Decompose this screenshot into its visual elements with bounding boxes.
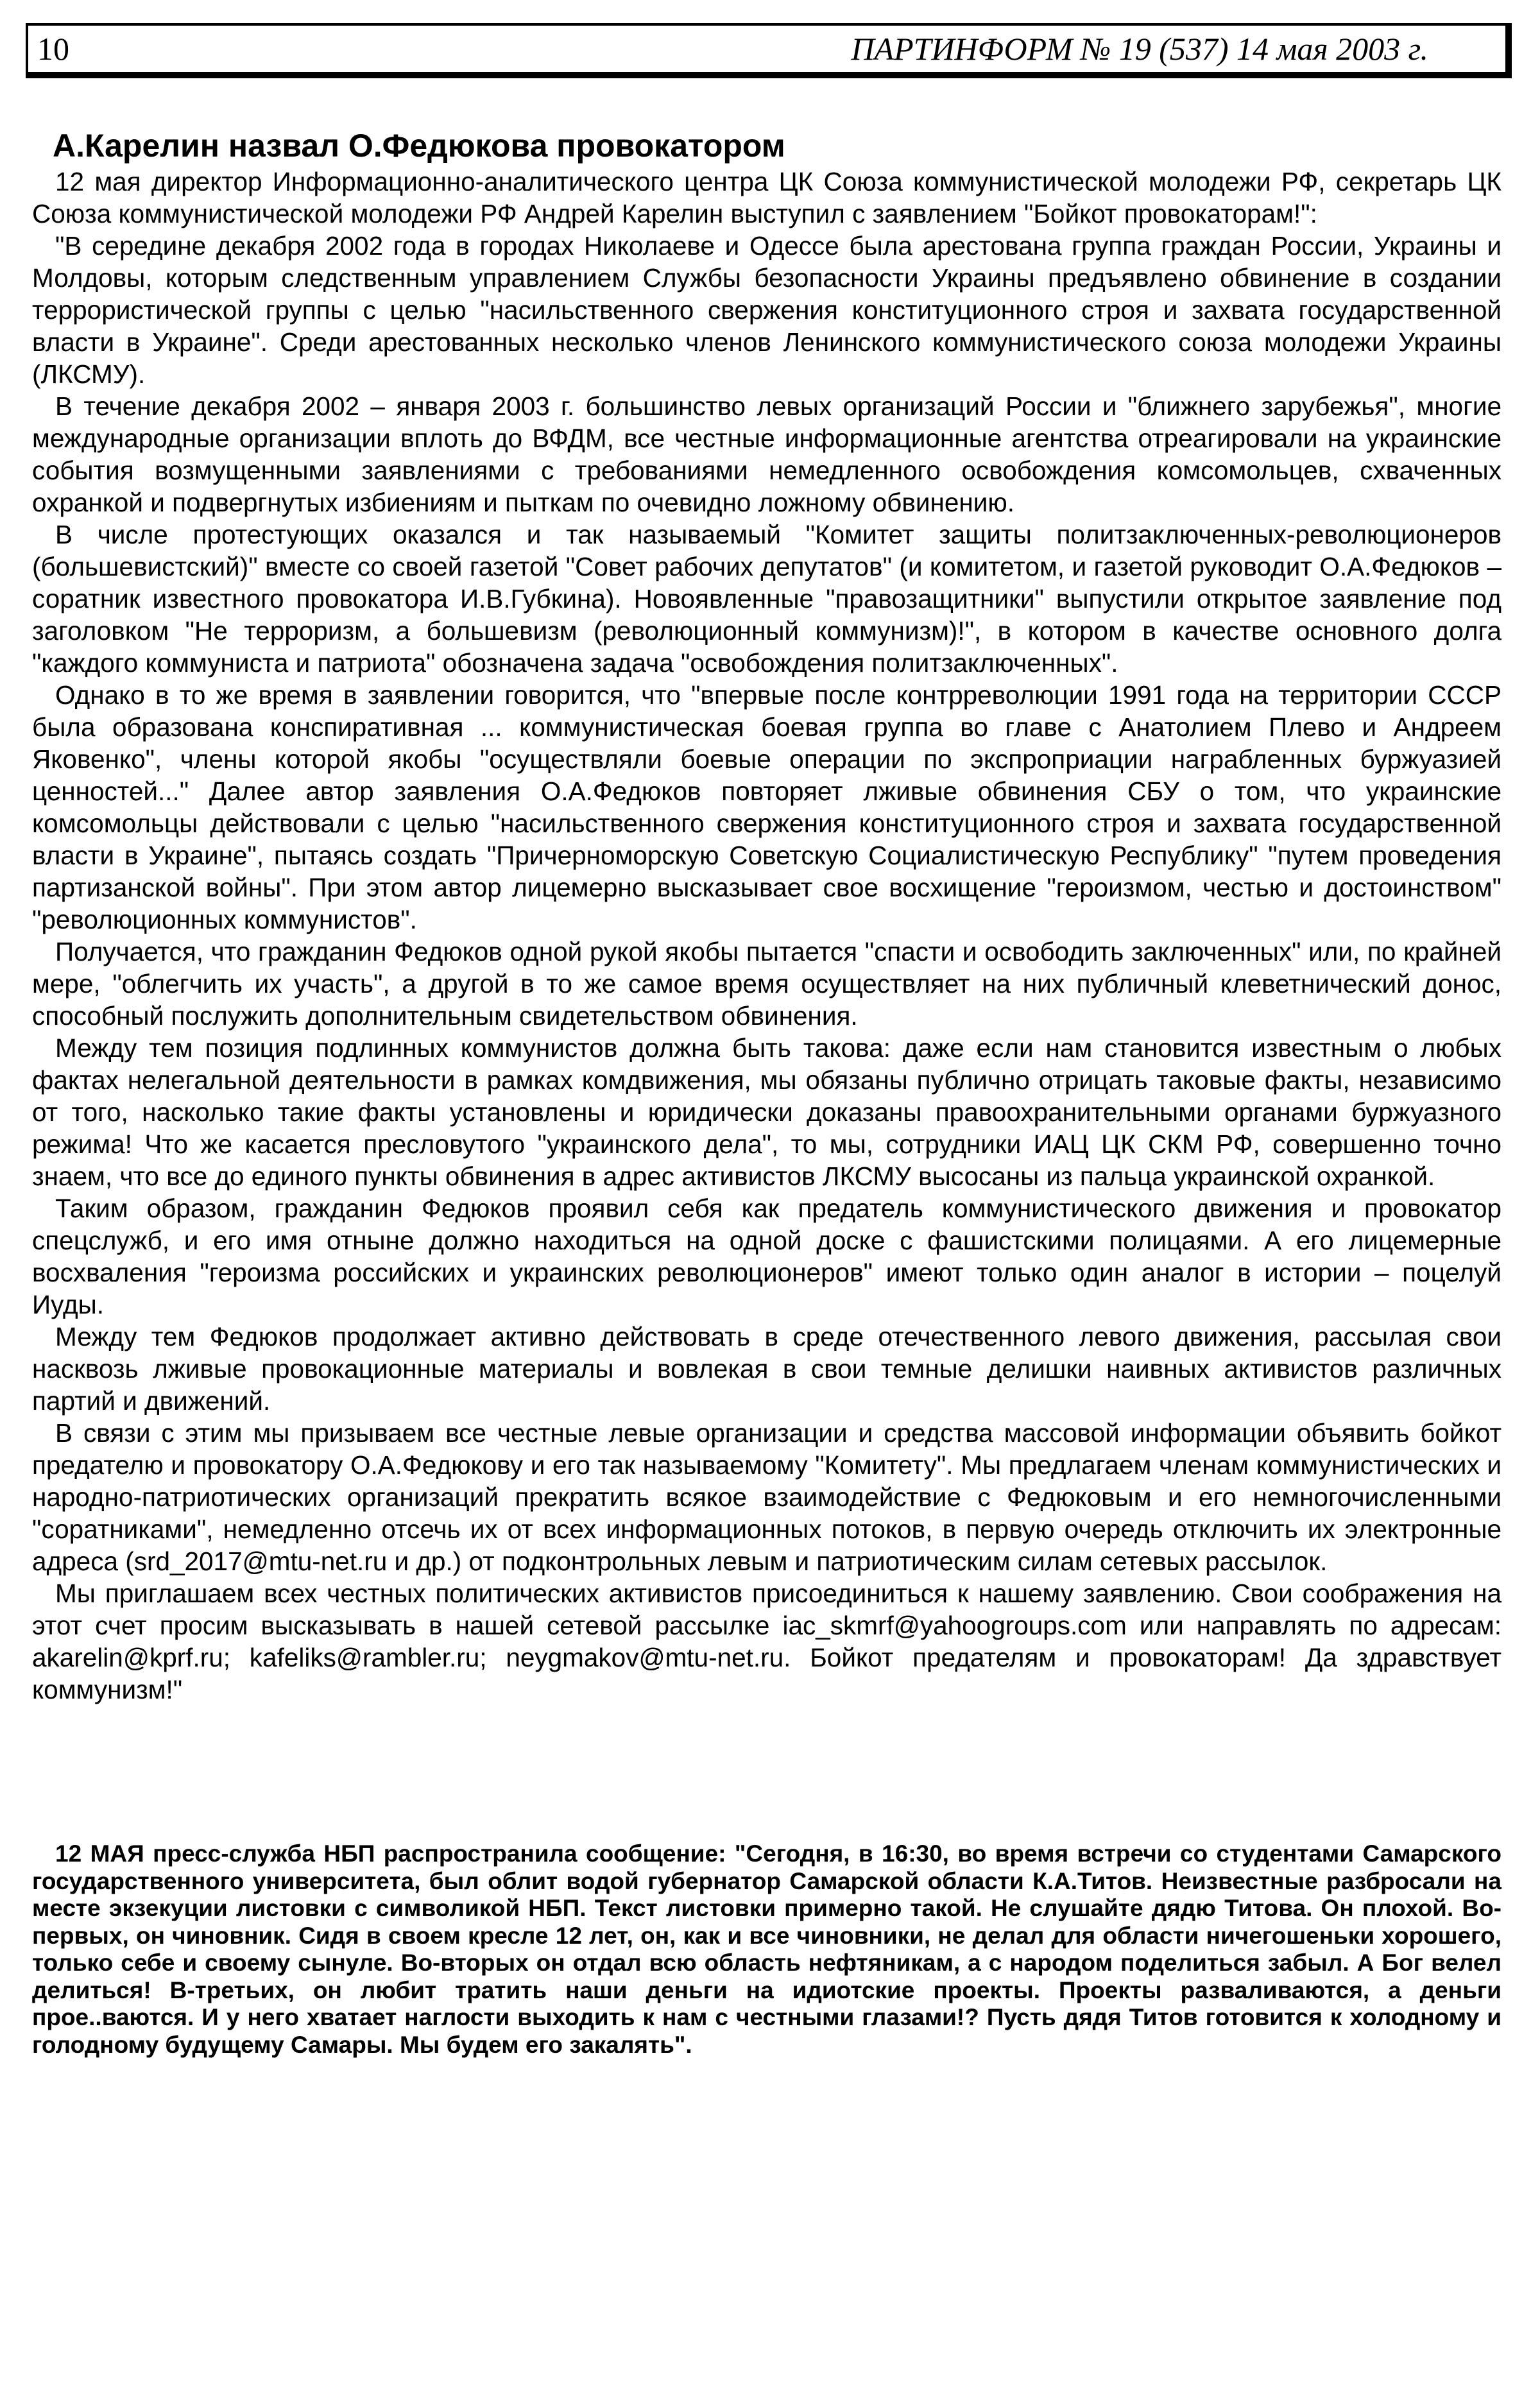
page-number: 10 bbox=[37, 31, 69, 67]
article-paragraph: Между тем Федюков продолжает активно действовать в среде отечественного левого движения, рассылая свои насквозь лживые провокационные материалы и вовлекая в свои темные делишки наивных активистов различных партий и движений. bbox=[32, 1322, 1502, 1416]
article-title: А.Карелин назвал О.Федюкова провокатором bbox=[53, 128, 785, 164]
article-paragraph: Таким образом, гражданин Федюков проявил себя как предатель коммунистического движения и провокатор спецслужб, и его имя отныне должно находиться на одной доске с фашистскими полицаями. А его лицемерные восхваления "героизма российских и украинских революционеров" имеют только один аналог в истории – поцелуй Иуды. bbox=[32, 1194, 1502, 1319]
news-item-text: 12 МАЯ пресс-служба НБП распространила сообщение: "Сегодня, в 16:30, во время встречи со студентами Самарского государственного университета, был облит водой губернатор Самарской области К.А.Титов. Неизвестные разбросали на месте экзекуции листовки с символикой НБП. Текст листовки примерно такой. Не слушайте дядю Титова. Он плохой. Во-первых, он чиновник. Сидя в своем кресле 12 лет, он, как и все чиновники, не делал для области ничегошеньки хорошего, только себе и своему сынуле. Во-вторых он отдал всю область нефтяникам, а с народом поделиться забыл. А Бог велел делиться! В-третьих, он любит тратить наши деньги на идиотские проекты. Проекты разваливаются, а деньги прое..ваются. И у него хватает наглости выходить к нам с честными глазами!? Пусть дядя Титов готовится к холодному и голодному будущему Самары. Мы будем его закалять". bbox=[32, 1840, 1502, 2058]
page-header bbox=[26, 23, 1512, 78]
news-item bbox=[32, 1840, 1502, 2059]
article-paragraph: Получается, что гражданин Федюков одной рукой якобы пытается "спасти и освободить заключенных" или, по крайней мере, "облегчить их участь", а другой в то же самое время осуществляет на них публичный клеветнический донос, способный послужить дополнительным свидетельством обвинения. bbox=[32, 937, 1502, 1031]
article-paragraph: Между тем позиция подлинных коммунистов должна быть такова: даже если нам становится известным о любых фактах нелегальной деятельности в рамках комдвижения, мы обязаны публично отрицать таковые факты, независимо от того, насколько такие факты установлены и юридически доказаны правоохранительными органами буржуазного режима! Что же касается пресловутого "украинского дела", то мы, сотрудники ИАЦ ЦК СКМ РФ, совершенно точно знаем, что все до единого пункты обвинения в адрес активистов ЛКСМУ высосаны из пальца украинской охранкой. bbox=[32, 1033, 1502, 1191]
article bbox=[32, 127, 1502, 1706]
article-paragraph: В связи с этим мы призываем все честные левые организации и средства массовой информации объявить бойкот предателю и провокатору О.А.Федюкову и его так называемому "Комитету". Мы предлагаем членам коммунистических и народно-патриотических организаций прекратить всякое взаимодействие с Федюковым и его немногочисленными "соратниками", немедленно отсечь их от всех информационных потоков, в первую очередь отключить их электронные адреса (srd_2017@mtu-net.ru и др.) от подконтрольных левым и патриотическим силам сетевых рассылок. bbox=[32, 1418, 1502, 1576]
publication-masthead: ПАРТИНФОРМ № 19 (537) 14 мая 2003 г. bbox=[851, 31, 1428, 67]
article-paragraph: В числе протестующих оказался и так называемый "Комитет защиты политзаключенных-революционеров (большевистский)" вместе со своей газетой "Совет рабочих депутатов" (и комитетом, и газетой руководит О.А.Федюков – соратник известного провокатора И.В.Губкина). Новоявленные "правозащитники" выпустили открытое заявление под заголовком "Не терроризм, а большевизм (революционный коммунизм)!", в котором в качестве основного долга "каждого коммуниста и патриота" обозначена задача "освобождения политзаключенных". bbox=[32, 520, 1502, 678]
article-paragraph: Однако в то же время в заявлении говорится, что "впервые после контрреволюции 1991 года на территории СССР была образована конспиративная ... коммунистическая боевая группа во главе с Анатолием Плево и Андреем Яковенко", члены которой якобы "осуществляли боевые операции по экспроприации награбленных буржуазией ценностей..." Далее автор заявления О.А.Федюков повторяет лживые обвинения СБУ о том, что украинские комсомольцы действовали с целью "насильственного свержения конституционного строя и захвата государственной власти в Украине", пытаясь создать "Причерноморскую Советскую Социалистическую Республику" "путем проведения партизанской войны". При этом автор лицемерно высказывает свое восхищение "героизмом, честью и достоинством" "революционных коммунистов". bbox=[32, 680, 1502, 934]
article-paragraph: Мы приглашаем всех честных политических активистов присоединиться к нашему заявлению. Свои соображения на этот счет просим высказывать в нашей сетевой рассылке iac_skmrf@yahoogroups.com или направлять по адресам: akarelin@kprf.ru; kafeliks@rambler.ru; neygmakov@mtu-net.ru. Бойкот предателям и провокаторам! Да здравствует коммунизм!" bbox=[32, 1579, 1502, 1704]
article-paragraph: "В середине декабря 2002 года в городах Николаеве и Одессе была арестована группа граждан России, Украины и Молдовы, которым следственным управлением Службы безопасности Украины предъявлено обвинение в создании террористической группы с целью "насильственного свержения конституционного строя и захвата государственной власти в Украине". Среди арестованных несколько членов Ленинского коммунистического союза молодежи Украины (ЛКСМУ). bbox=[32, 231, 1502, 389]
article-paragraph: В течение декабря 2002 – января 2003 г. большинство левых организаций России и "ближнего зарубежья", многие международные организации вплоть до ВФДМ, все честные информационные агентства отреагировали на украинские события возмущенными заявлениями с требованиями немедленного освобождения комсомольцев, схваченных охранкой и подвергнутых избиениям и пыткам по очевидно ложному обвинению. bbox=[32, 391, 1502, 517]
article-paragraph: 12 мая директор Информационно-аналитического центра ЦК Союза коммунистической молодежи РФ, секретарь ЦК Союза коммунистической молодежи РФ Андрей Карелин выступил с заявлением "Бойкот провокаторам!": bbox=[32, 167, 1502, 228]
